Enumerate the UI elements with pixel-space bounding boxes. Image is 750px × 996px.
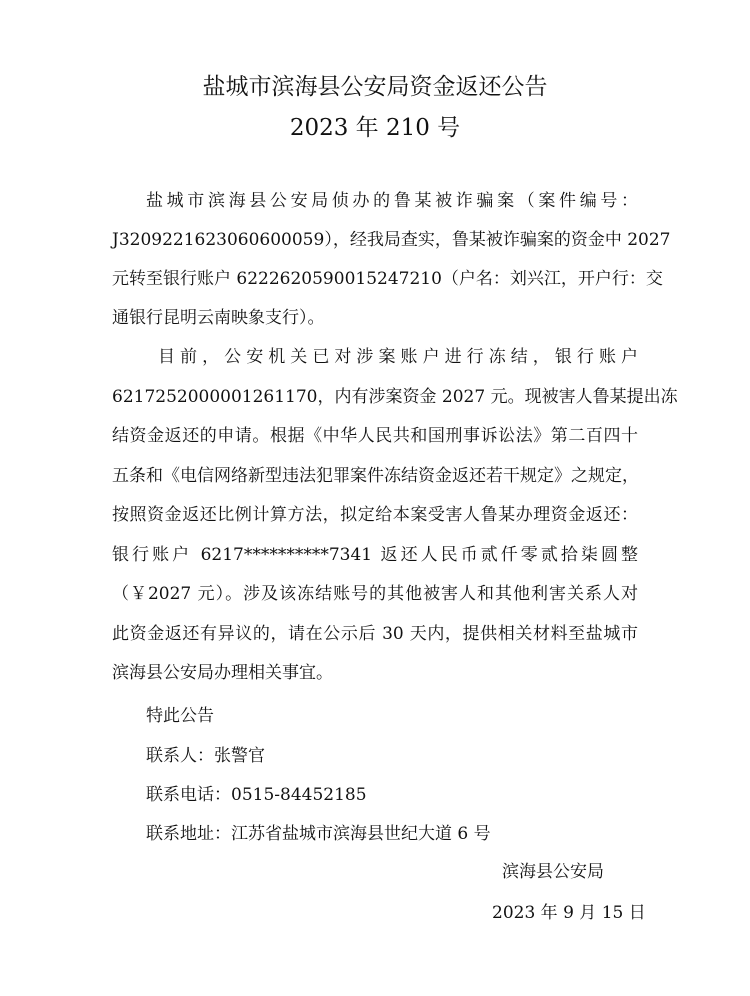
paragraph-line: 此资金返还有异议的，请在公示后 30 天内，提供相关材料至盐城市 [112,624,638,644]
paragraph-line: 滨海县公安局办理相关事宜。 [112,663,333,683]
contact-phone: 联系电话：0515-84452185 [146,785,367,805]
contact-person: 联系人：张警官 [146,746,265,766]
paragraph-line: 6217252000001261170，内有涉案资金 2027 元。现被害人鲁某提出冻 [112,387,678,407]
paragraph-line: 银行账户 6217**********7341 返还人民币贰仟零贰拾柒圆整 [112,545,638,565]
paragraph-line: J3209221623060600059），经我局查实，鲁某被诈骗案的资金中 2027 [112,230,671,250]
closing-notice: 特此公告 [146,706,214,726]
paragraph-line: 目前，公安机关已对涉案账户进行冻结，银行账户 [158,347,638,367]
document-title: 盐城市滨海县公安局资金返还公告 [202,74,548,100]
issue-date: 2023 年 9 月 15 日 [492,903,646,923]
paragraph-line: 通银行昆明云南映象支行）。 [112,308,325,328]
paragraph-line: 按照资金返还比例计算方法，拟定给本案受害人鲁某办理资金返还： [112,505,638,525]
paragraph-line: （￥2027 元）。涉及该冻结账号的其他被害人和其他利害关系人对 [112,584,638,604]
document-number: 2023 年 210 号 [289,115,461,141]
contact-address: 联系地址：江苏省盐城市滨海县世纪大道 6 号 [146,824,491,844]
issuer-name: 滨海县公安局 [502,862,604,882]
paragraph-line: 五条和《电信网络新型违法犯罪案件冻结资金返还若干规定》之规定， [112,466,639,486]
paragraph-line: 盐城市滨海县公安局侦办的鲁某被诈骗案（案件编号： [146,191,638,211]
paragraph-line: 元转至银行账户 6222620590015247210（户名：刘兴江，开户行：交 [112,269,663,289]
paragraph-line: 结资金返还的申请。根据《中华人民共和国刑事诉讼法》第二百四十 [112,426,638,446]
